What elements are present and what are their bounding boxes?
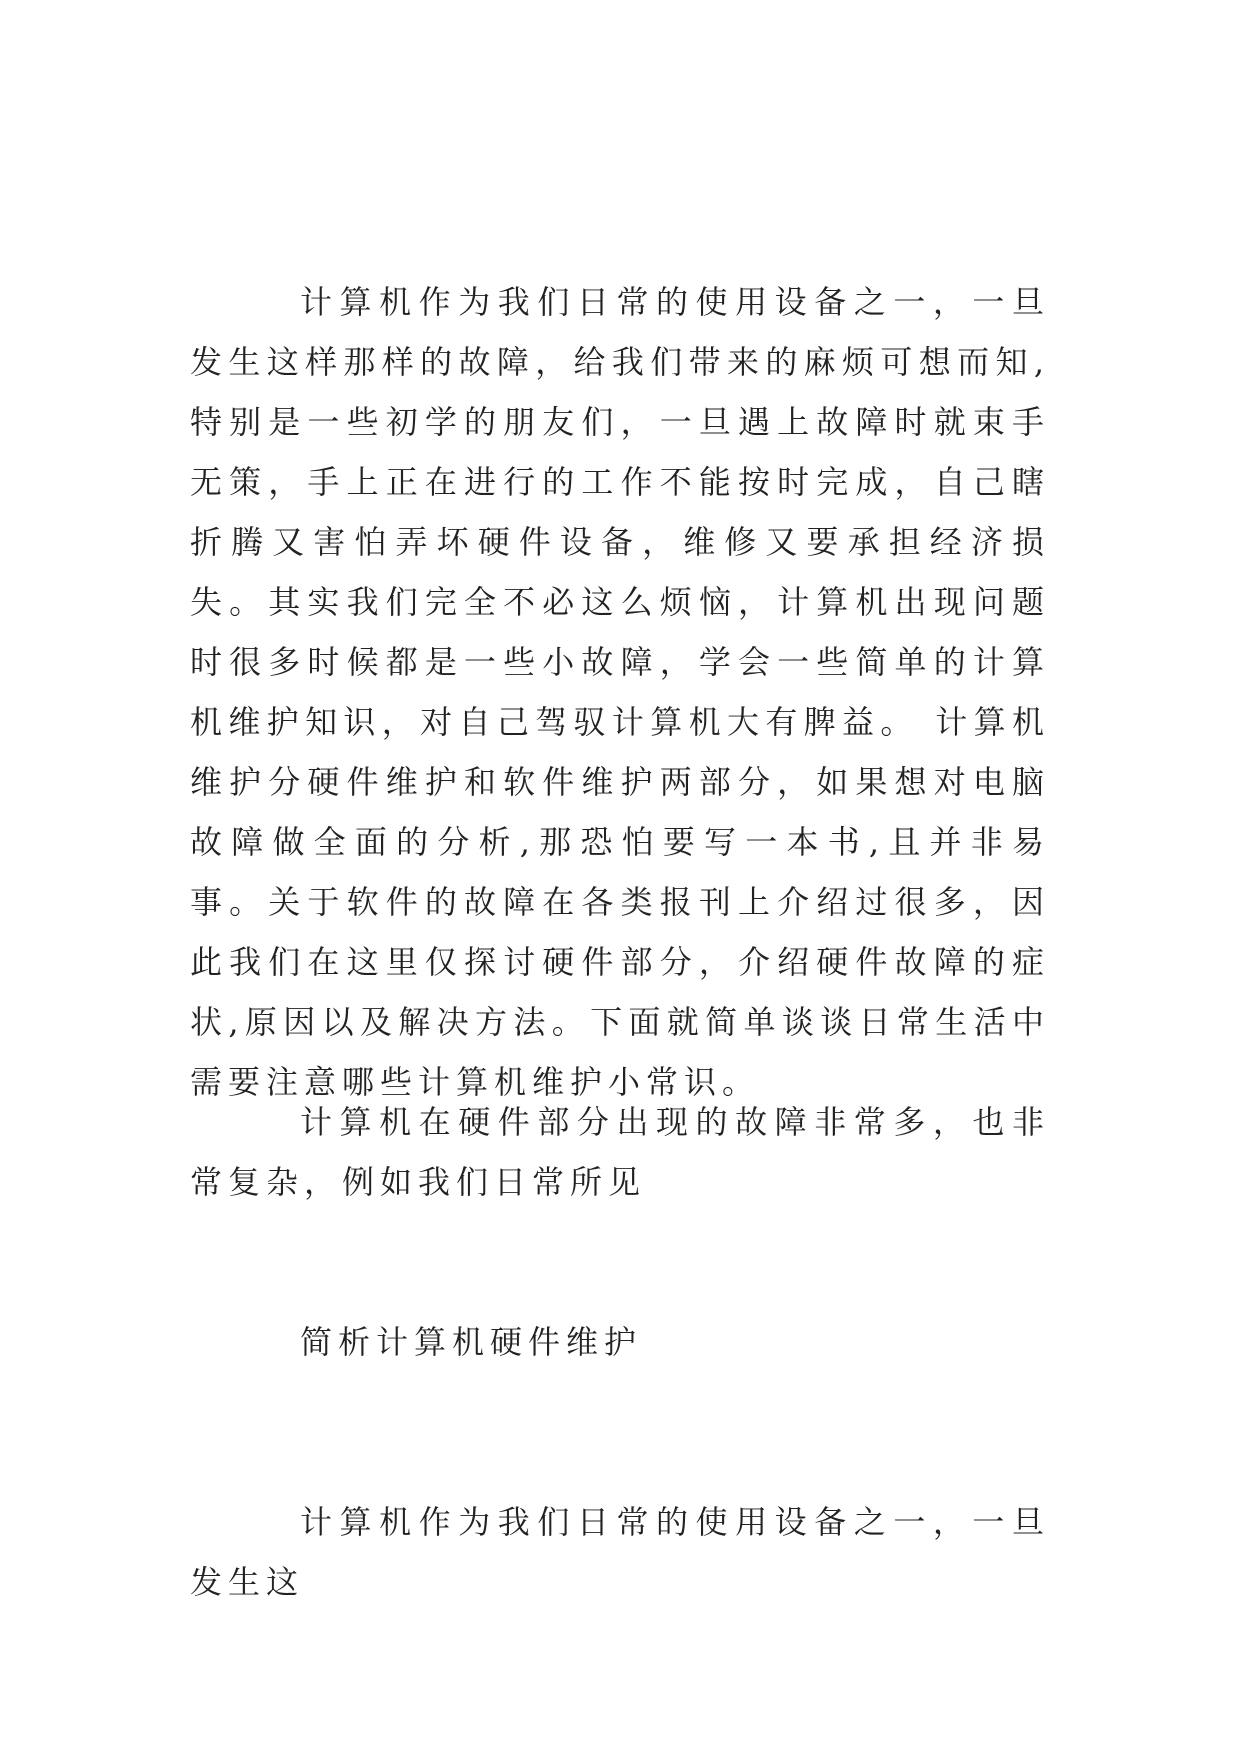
section-title: 简析计算机硬件维护 <box>300 1323 643 1361</box>
body-paragraph-repeat-intro: 计算机作为我们日常的使用设备之一，一旦发生这 <box>190 1503 1050 1601</box>
body-paragraph-hardware-faults: 计算机在硬件部分出现的故障非常多，也非常复杂，例如我们日常所见 <box>190 1103 1050 1201</box>
body-paragraph-intro: 计算机作为我们日常的使用设备之一，一旦发生这样那样的故障，给我们带来的麻烦可想而知,特别是一些初学的朋友们，一旦遇上故障时就束手无策，手上正在进行的工作不能按时完成，自己瞎折腾又害怕弄坏硬件设备，维修又要承担经济损失。其实我们完全不必这么烦恼，计算机出现问题时很多时候都是一些小故障，学会一些简单的计算机维护知识，对自己驾驭计算机大有脾益。 计算机维护分硬件维护和软件维护两部分，如果想对电脑故障做全面的分析,那恐怕要写一本书,且并非易事。关于软件的故障在各类报刊上介绍过很多，因此我们在这里仅探讨硬件部分，介绍硬件故障的症状,原因以及解决方法。下面就简单谈谈日常生活中需要注意哪些计算机维护小常识。 <box>190 283 1050 1101</box>
